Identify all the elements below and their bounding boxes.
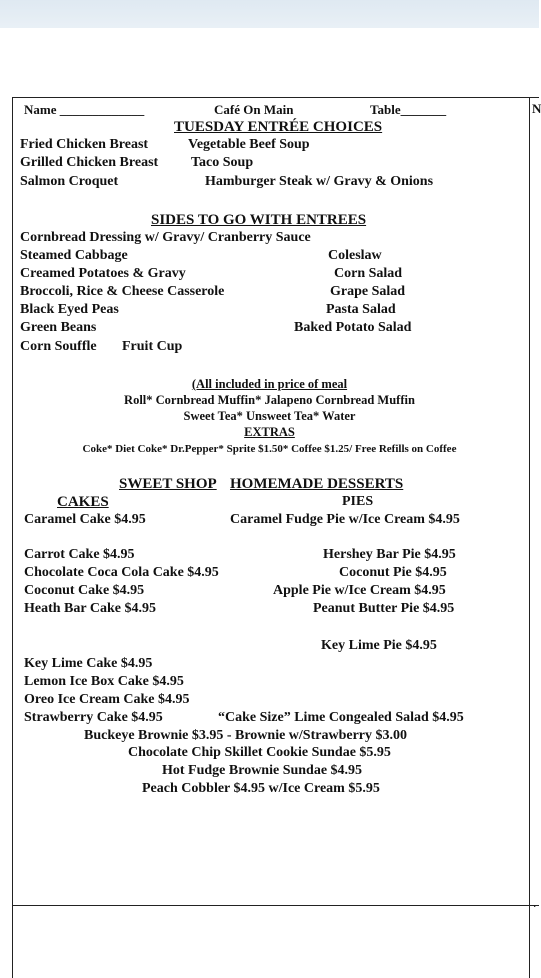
included-title: (All included in price of meal (191, 377, 348, 391)
table-field-label: Table_______ (370, 102, 447, 117)
adjacent-page-mark: ˙ (533, 905, 537, 916)
cake-item: Caramel Cake $4.95 (24, 512, 146, 527)
pies-header: PIES (342, 494, 374, 509)
entree-item: Salmon Croquet (20, 174, 119, 189)
extras-title: EXTRAS (244, 425, 295, 439)
cake-item: Lemon Ice Box Cake $4.95 (24, 674, 184, 689)
entree-item: Fried Chicken Breast (20, 137, 149, 152)
side-item: Corn Salad (334, 266, 403, 281)
name-field-label: Name _____________ (24, 102, 145, 117)
cake-item: Oreo Ice Cream Cake $4.95 (24, 692, 190, 707)
desserts-title-a: SWEET SHOP (119, 476, 217, 492)
side-item: Steamed Cabbage (20, 248, 128, 263)
entrees-title: TUESDAY ENTRÉE CHOICES (174, 119, 383, 135)
side-item: Cornbread Dressing w/ Gravy/ Cranberry Sauce (20, 230, 311, 245)
included-line: Sweet Tea* Unsweet Tea* Water (183, 409, 356, 423)
side-item: Black Eyed Peas (20, 302, 119, 317)
dessert-item: Buckeye Brownie $3.95 - Brownie w/Strawberry $3.00 (84, 728, 408, 743)
pie-item: Peanut Butter Pie $4.95 (313, 601, 455, 616)
dessert-item: Peach Cobbler $4.95 w/Ice Cream $5.95 (142, 781, 380, 796)
menu-page-bottom-edge (12, 905, 539, 906)
dessert-item: Chocolate Chip Skillet Cookie Sundae $5.95 (128, 745, 391, 760)
pie-item: Hershey Bar Pie $4.95 (323, 547, 456, 562)
cafe-name: Café On Main (214, 102, 294, 117)
side-item: Broccoli, Rice & Cheese Casserole (20, 284, 225, 299)
cakes-header: CAKES (57, 494, 109, 510)
cake-item: Carrot Cake $4.95 (24, 547, 135, 562)
pie-item: Coconut Pie $4.95 (339, 565, 447, 580)
cake-item: Heath Bar Cake $4.95 (24, 601, 156, 616)
included-line: Roll* Cornbread Muffin* Jalapeno Cornbread Muffin (124, 393, 415, 407)
entree-item: Grilled Chicken Breast (20, 155, 159, 170)
adjacent-page-top-edge (528, 97, 539, 98)
cake-item: Key Lime Cake $4.95 (24, 656, 153, 671)
side-item: Fruit Cup (122, 339, 183, 354)
pie-item: Key Lime Pie $4.95 (321, 638, 437, 653)
side-item: Green Beans (20, 320, 97, 335)
entree-item: Hamburger Steak w/ Gravy & Onions (205, 174, 434, 189)
cake-item: Chocolate Coca Cola Cake $4.95 (24, 565, 219, 580)
desserts-title-b: HOMEMADE DESSERTS (230, 476, 404, 492)
side-item: Coleslaw (328, 248, 382, 263)
side-item: Baked Potato Salad (294, 320, 412, 335)
side-item: Creamed Potatoes & Gravy (20, 266, 186, 281)
side-item: Grape Salad (330, 284, 406, 299)
side-item: Corn Souffle (20, 339, 97, 354)
entree-item: Vegetable Beef Soup (188, 137, 310, 152)
pie-item: “Cake Size” Lime Congealed Salad $4.95 (218, 710, 464, 725)
top-status-bar (0, 0, 539, 28)
entree-item: Taco Soup (191, 155, 254, 170)
cake-item: Strawberry Cake $4.95 (24, 710, 163, 725)
pie-item: Caramel Fudge Pie w/Ice Cream $4.95 (230, 512, 460, 527)
dessert-item: Hot Fudge Brownie Sundae $4.95 (162, 763, 363, 778)
adjacent-page-letter: N (532, 101, 541, 116)
cake-item: Coconut Cake $4.95 (24, 583, 145, 598)
pie-item: Apple Pie w/Ice Cream $4.95 (273, 583, 446, 598)
sides-title: SIDES TO GO WITH ENTREES (151, 212, 367, 228)
side-item: Pasta Salad (326, 302, 396, 317)
extras-line: Coke* Diet Coke* Dr.Pepper* Sprite $1.50* Coffee $1.25/ Free Refills on Coffee (82, 443, 457, 455)
